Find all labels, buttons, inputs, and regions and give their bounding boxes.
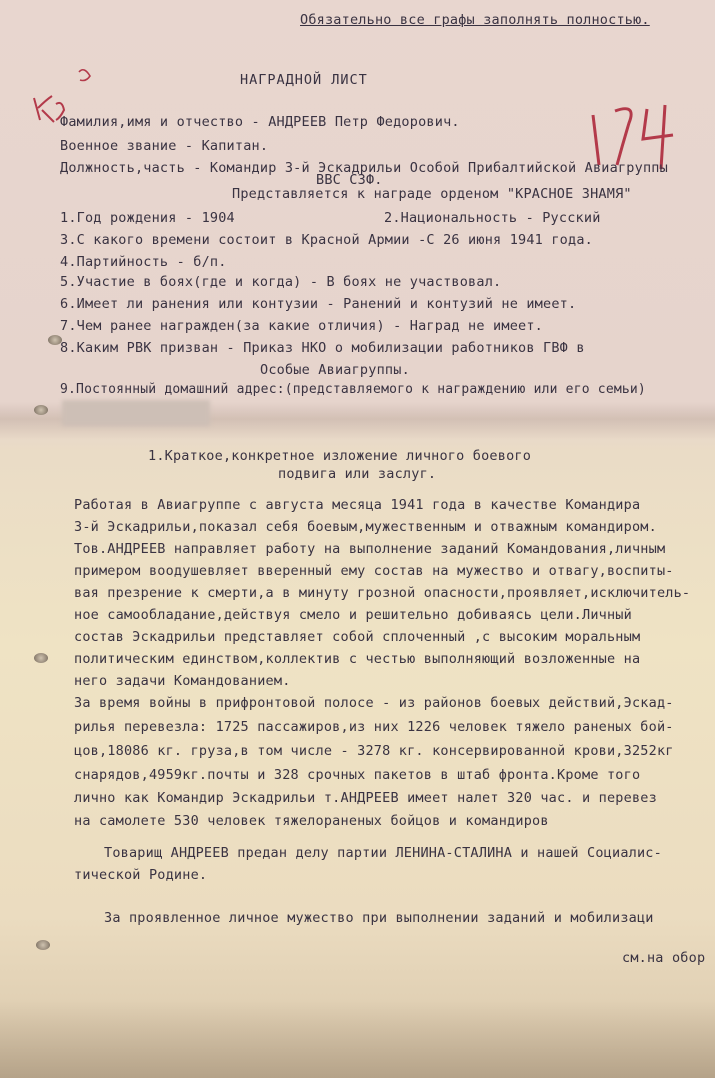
item-party: 4.Партийность - б/п. xyxy=(60,254,227,270)
body-line: примером воодушевляет вверенный ему состав на мужество и отвагу,воспиты- xyxy=(74,563,674,579)
field-rank: Военное звание - Капитан. xyxy=(60,138,269,154)
body-line: 3-й Эскадрильи,показал себя боевым,мужественным и отважным командиром. xyxy=(74,519,657,535)
punch-hole xyxy=(34,653,48,663)
body-line: За время войны в прифронтовой полосе - из районов боевых действий,Эскад- xyxy=(74,695,674,711)
body-line: ное самообладание,действуя смело и решительно добиваясь цели.Личный xyxy=(74,607,632,623)
body-line: лично как Командир Эскадрильи т.АНДРЕЕВ имеет налет 320 час. и перевез xyxy=(74,790,657,806)
body-line: рилья перевезла: 1725 пассажиров,из них 1226 человек тяжело раненых бой- xyxy=(74,719,674,735)
field-name: Фамилия,имя и отчество - АНДРЕЕВ Петр Федорович. xyxy=(60,114,460,130)
body-line: Тов.АНДРЕЕВ направляет работу на выполнение заданий Командования,личным xyxy=(74,541,666,557)
item-draft-office: 8.Каким РВК призван - Приказ НКО о мобилизации работников ГВФ в xyxy=(60,340,585,356)
section-title-line2: подвига или заслуг. xyxy=(278,466,437,482)
body-line: на самолете 530 человек тяжелораненых бойцов и командиров xyxy=(74,813,549,829)
item-battles: 5.Участие в боях(где и когда) - В боях не участвовал. xyxy=(60,274,502,290)
body-line: состав Эскадрильи представляет собой сплоченный ,с высоким моральным xyxy=(74,629,641,645)
item-draft-office-cont: Особые Авиагруппы. xyxy=(260,362,410,378)
item-address: 9.Постоянный домашний адрес:(представляемого к награждению или его семьи) xyxy=(60,382,646,397)
body-line: тической Родине. xyxy=(74,867,208,883)
item-birth-year: 1.Год рождения - 1904 xyxy=(60,210,235,226)
redacted-address xyxy=(62,400,210,426)
section-title-line1: 1.Краткое,конкретное изложение личного боевого xyxy=(148,448,532,464)
item-army-since: 3.С какого времени состоит в Красной Армии -С 26 июня 1941 года. xyxy=(60,232,593,248)
body-line: Работая в Авиагруппе с августа месяца 1941 года в качестве Командира xyxy=(74,497,641,513)
field-unit: ВВС СЗФ. xyxy=(316,172,383,188)
body-line: За проявленное личное мужество при выполнении заданий и мобилизаци xyxy=(104,910,654,926)
body-line: него задачи Командованием. xyxy=(74,673,291,689)
punch-hole xyxy=(36,940,50,950)
body-line: цов,18086 кг. груза,в том числе - 3278 кг. консервированной крови,3252кг xyxy=(74,743,674,759)
field-position: Должность,часть - Командир 3-й Эскадрильи Особой Прибалтийской Авиагруппы xyxy=(60,160,668,176)
punch-hole xyxy=(34,405,48,415)
item-nationality: 2.Национальность - Русский xyxy=(384,210,601,226)
item-wounds: 6.Имеет ли ранения или контузии - Ранений и контузий не имеет. xyxy=(60,296,577,312)
body-line: вая презрение к смерти,а в минуту грозной опасности,проявляет,исключитель- xyxy=(74,585,691,601)
body-line: политическим единством,коллектив с честью выполняющий возложенные на xyxy=(74,651,641,667)
document-title: НАГРАДНОЙ ЛИСТ xyxy=(240,72,368,88)
body-line: снарядов,4959кг.почты и 328 срочных пакетов в штаб фронта.Кроме того xyxy=(74,767,641,783)
top-note: Обязательно все графы заполнять полностью. xyxy=(300,12,650,28)
item-previous-awards: 7.Чем ранее награжден(за какие отличия) - Наград не имеет. xyxy=(60,318,544,334)
field-award: Представляется к награде орденом "КРАСНОЕ ЗНАМЯ" xyxy=(232,186,632,202)
body-line: Товарищ АНДРЕЕВ предан делу партии ЛЕНИНА-СТАЛИНА и нашей Социалис- xyxy=(104,845,662,861)
page-shadow xyxy=(0,1000,715,1078)
see-overleaf-note: см.на обор xyxy=(622,950,706,966)
